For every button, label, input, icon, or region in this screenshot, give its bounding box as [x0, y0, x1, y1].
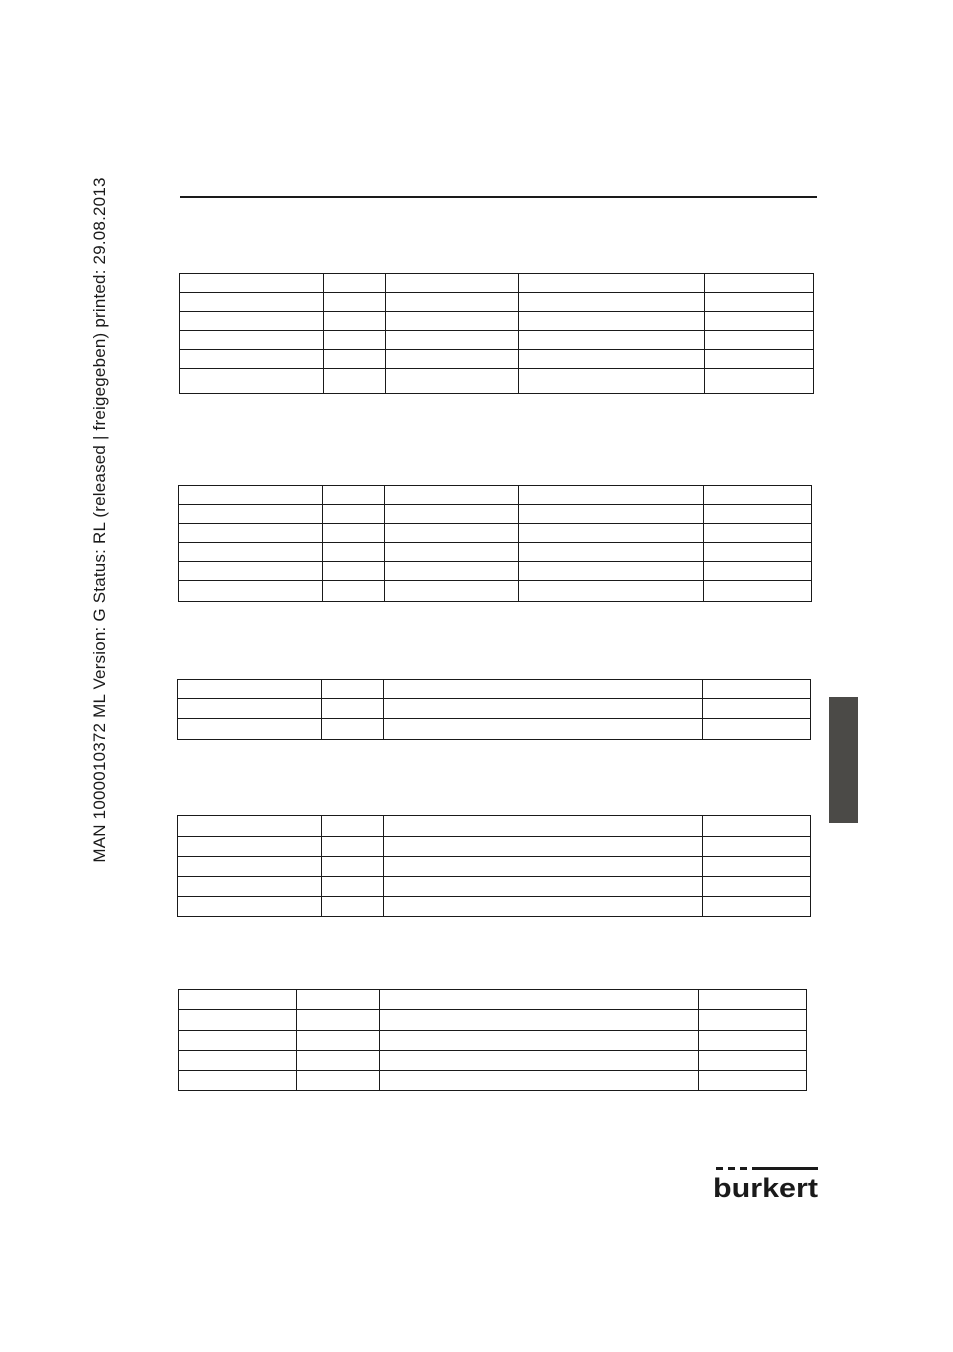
table-row — [178, 897, 811, 917]
table-row — [179, 1010, 807, 1031]
table-row — [178, 719, 811, 740]
document-metadata-text: MAN 1000010372 ML Version: G Status: RL (released | freigegeben) printed: 29.08.2013 — [90, 177, 109, 863]
table-row — [180, 293, 814, 312]
empty-table-1 — [179, 273, 814, 394]
empty-table-3 — [177, 679, 811, 740]
table-row — [179, 581, 812, 602]
table-row — [179, 486, 812, 505]
table-row — [180, 331, 814, 350]
table-row — [179, 524, 812, 543]
table-row — [179, 990, 807, 1010]
chapter-tab-marker — [829, 697, 858, 823]
header-rule — [180, 196, 817, 198]
table-row — [180, 312, 814, 331]
empty-table-4 — [177, 815, 811, 917]
table-row — [179, 1051, 807, 1071]
table-row — [178, 816, 811, 837]
table-row — [180, 274, 814, 293]
empty-table-2 — [178, 485, 812, 602]
table-row — [178, 699, 811, 719]
table-row — [179, 1031, 807, 1051]
table-row — [179, 562, 812, 581]
burkert-logo — [713, 1166, 818, 1200]
table-row — [179, 505, 812, 524]
empty-table-5 — [178, 989, 807, 1091]
table-row — [179, 1071, 807, 1091]
svg-text:burkert: burkert — [713, 1173, 818, 1200]
table-row — [178, 857, 811, 877]
table-row — [179, 543, 812, 562]
table-row — [180, 369, 814, 394]
table-row — [178, 877, 811, 897]
table-row — [180, 350, 814, 369]
table-row — [178, 680, 811, 699]
table-row — [178, 837, 811, 857]
